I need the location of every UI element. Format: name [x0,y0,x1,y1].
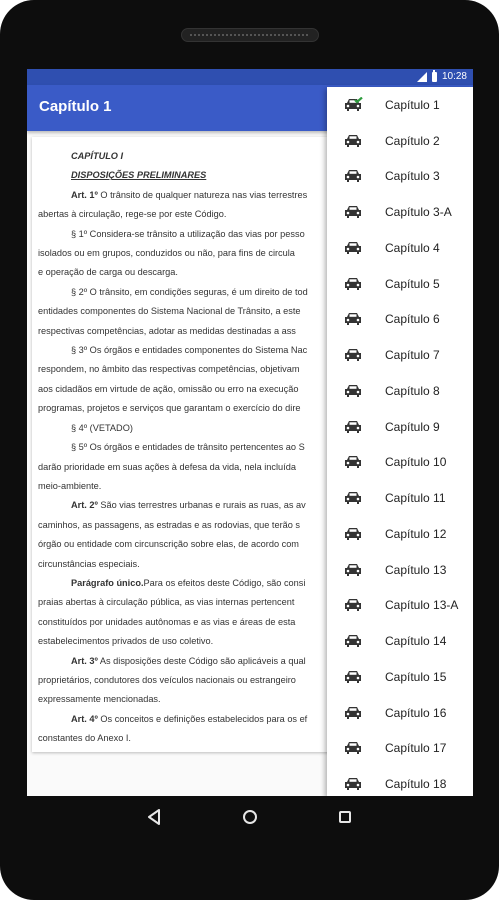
article-text: O trânsito de qualquer natureza nas vias terrestres [97,189,308,200]
signal-icon [417,72,427,82]
text-line: aos cidadãos em virtude de ação, omissão ou erro na execução [38,383,299,394]
menu-item-label: Capítulo 17 [385,741,447,756]
text-line: estabelecimentos privados de uso coletivo. [38,636,214,647]
menu-item-label: Capítulo 11 [385,491,446,506]
menu-item[interactable] [327,445,473,481]
battery-icon [432,72,437,82]
menu-item-label: Capítulo 12 [385,526,447,541]
article-text: São vias terrestres urbanas e rurais as ruas, as av [97,500,306,511]
text-line: § 2º O trânsito, em condições seguras, é um direito de tod [71,286,308,297]
text-line: e operação de carga ou descarga. [38,267,178,278]
car-icon [343,133,363,149]
status-bar [27,69,473,85]
article-text: As disposições deste Código são aplicáveis a qual [97,655,306,666]
menu-item-label: Capítulo 14 [385,634,447,649]
menu-item-label: Capítulo 13-A [385,598,459,613]
text-line: circunstâncias especiais. [38,558,140,569]
chapter-menu-list [327,87,473,796]
car-icon [343,97,363,113]
car-icon [343,597,363,613]
menu-item[interactable] [327,337,473,373]
recents-icon [338,810,352,824]
text-line: respectivas competências, adotar as medidas destinadas a ass [38,325,296,336]
menu-item[interactable] [327,194,473,230]
car-icon [343,776,363,792]
car-icon [343,419,363,435]
back-button[interactable] [144,807,164,827]
menu-item-label: Capítulo 13 [385,562,447,577]
article-number: Art. 3º [71,655,98,666]
menu-item-label: Capítulo 3 [385,169,440,184]
text-line: darão prioridade em suas ações à defesa da vida, nela incluída [38,461,296,472]
text-line: caminhos, as passagens, as estradas e as rodovias, que terão s [38,519,300,530]
menu-item-label: Capítulo 9 [385,419,440,434]
home-icon [242,809,258,825]
text-line: constituídos por unidades autônomas e as vias e áreas de esta [38,616,296,627]
car-icon [343,490,363,506]
menu-item[interactable] [327,123,473,159]
chapter-heading: CAPÍTULO I [71,151,124,161]
text-line: praias abertas à circulação pública, as vias internas pertencent [38,597,295,608]
text-line: § 3º Os órgãos e entidades componentes do Sistema Nac [71,345,308,356]
menu-item-label: Capítulo 8 [385,383,440,398]
menu-item[interactable] [327,230,473,266]
menu-item[interactable] [327,695,473,731]
car-icon [343,562,363,578]
recents-button[interactable] [335,807,355,827]
text-line: órgão ou entidade com circunscrição sobre elas, de acordo com [38,539,299,550]
menu-item[interactable] [327,159,473,195]
paragraph-label: Parágrafo único. [71,577,144,588]
car-icon [343,168,363,184]
car-icon [343,347,363,363]
text-line: § 5º Os órgãos e entidades de trânsito pertencentes ao S [71,442,305,453]
menu-item-label: Capítulo 18 [385,777,447,792]
screen [27,69,473,796]
page-title: Capítulo 1 [39,98,112,115]
car-icon [343,383,363,399]
text-line: § 4º (VETADO) [71,422,133,433]
menu-item[interactable] [327,731,473,767]
menu-item-label: Capítulo 3-A [385,205,452,220]
article-number: Art. 2º [71,500,98,511]
text-line: entidades componentes do Sistema Nacional de Trânsito, a este [38,306,301,317]
menu-item[interactable] [327,766,473,796]
section-heading: DISPOSIÇÕES PRELIMINARES [71,170,207,181]
speaker-grille [181,28,319,42]
menu-item[interactable] [327,409,473,445]
car-icon [343,204,363,220]
article-text: Os conceitos e definições estabelecidos para os ef [97,713,308,724]
text-line: programas, projetos e serviços que garantam o exercício do dire [38,403,301,414]
text-line: abertas à circulação, rege-se por este Código. [38,209,227,220]
text-line: constantes do Anexo I. [38,733,131,744]
menu-item-label: Capítulo 1 [385,97,440,112]
text-line: proprietários, condutores dos veículos nacionais ou estrangeiro [38,674,296,685]
article-number: Art. 4º [71,713,98,724]
article-number: Art. 1º [71,189,98,200]
article-text: Para os efeitos deste Código, são consi [143,577,306,588]
back-icon [147,809,161,825]
car-icon [343,240,363,256]
menu-item[interactable] [327,659,473,695]
car-icon [343,705,363,721]
car-icon [343,633,363,649]
car-icon [343,526,363,542]
menu-item[interactable] [327,516,473,552]
chapter-menu [327,87,473,796]
text-line: respondem, no âmbito das respectivas competências, objetivam [38,364,300,375]
menu-item[interactable] [327,623,473,659]
menu-item-label: Capítulo 4 [385,240,440,255]
menu-item-label: Capítulo 6 [385,312,440,327]
home-button[interactable] [240,807,260,827]
text-line: isolados ou em grupos, conduzidos ou não, para fins de circula [38,248,295,259]
car-icon [343,454,363,470]
menu-item[interactable] [327,87,473,123]
menu-item[interactable] [327,480,473,516]
menu-item-label: Capítulo 15 [385,669,447,684]
menu-item[interactable] [327,373,473,409]
menu-item-label: Capítulo 2 [385,133,440,148]
menu-item[interactable] [327,552,473,588]
system-nav-bar [0,796,499,836]
menu-item[interactable] [327,302,473,338]
car-icon [343,669,363,685]
car-icon [343,276,363,292]
text-line: expressamente mencionadas. [38,694,161,705]
text-line: meio-ambiente. [38,480,102,491]
menu-item[interactable] [327,266,473,302]
car-icon [343,740,363,756]
menu-item[interactable] [327,588,473,624]
menu-item-label: Capítulo 10 [385,455,447,470]
text-line: § 1º Considera-se trânsito a utilização das vias por pesso [71,228,305,239]
car-icon [343,311,363,327]
status-time: 10:28 [441,71,467,82]
menu-item-label: Capítulo 7 [385,348,440,363]
menu-item-label: Capítulo 5 [385,276,440,291]
menu-item-label: Capítulo 16 [385,705,447,720]
